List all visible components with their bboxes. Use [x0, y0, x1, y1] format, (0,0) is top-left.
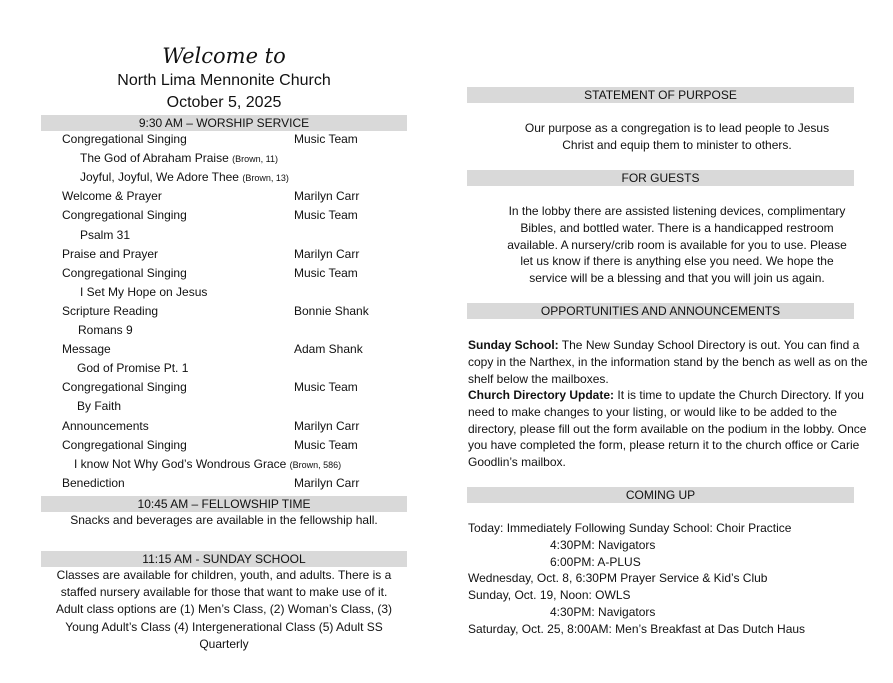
coming-up-item: Today: Immediately Following Sunday School: Choir Practice [468, 521, 792, 535]
worship-item [62, 208, 187, 222]
item-text: Praise and Prayer [62, 247, 159, 261]
worship-leader: Music Team [294, 208, 358, 222]
sunday-school-line: Adult class options are (1) Men’s Class, (2) Woman’s Class, (3) [55, 602, 393, 616]
announcement-directory [468, 387, 870, 471]
song-title [77, 361, 188, 375]
fellowship-heading: 10:45 AM – FELLOWSHIP TIME [41, 496, 407, 512]
purpose-line: Christ and equip them to minister to others. [562, 138, 792, 152]
guests-line: let us know if there is anything else you need. We hope the [520, 254, 834, 268]
song-title [80, 170, 289, 184]
announcement-title: Sunday School: [468, 338, 559, 352]
song-title [74, 457, 341, 471]
worship-item [62, 438, 187, 452]
item-text: Congregational Singing [62, 380, 187, 394]
item-text: Joyful, Joyful, We Adore Thee [80, 170, 239, 184]
worship-leader: Music Team [294, 266, 358, 280]
coming-up-heading: COMING UP [467, 487, 854, 503]
coming-up-item: Wednesday, Oct. 8, 6:30PM Prayer Service & Kid’s Club [468, 571, 768, 585]
announcement-body: It is time to update the Church Directory. If you need to make changes to your listing, or would like to be added to the directory, please fill out the form available on the podium in the lobby. Once you have completed the form, please return it to the church office or Carie Goodlin’s mailbox. [468, 388, 867, 470]
worship-leader: Music Team [294, 380, 358, 394]
service-date: October 5, 2025 [166, 94, 282, 111]
sunday-school-line: Classes are available for children, youth, and adults. There is a [56, 568, 392, 582]
worship-leader: Music Team [294, 438, 358, 452]
item-text: Message [62, 342, 111, 356]
item-text: Benediction [62, 476, 125, 490]
song-title [78, 323, 133, 337]
welcome-heading: Welcome to [162, 44, 286, 68]
worship-leader: Marilyn Carr [294, 247, 360, 261]
worship-item [62, 342, 111, 356]
item-text: Scripture Reading [62, 304, 159, 318]
worship-leader: Bonnie Shank [294, 304, 369, 318]
hymnal-reference: (Brown, 11) [232, 154, 278, 164]
item-text: Welcome & Prayer [62, 189, 162, 203]
item-text: The God of Abraham Praise [80, 151, 229, 165]
announcement-title: Church Directory Update: [468, 388, 615, 402]
worship-item [62, 380, 187, 394]
item-text: Congregational Singing [62, 132, 187, 146]
item-text: Congregational Singing [62, 208, 187, 222]
worship-item [62, 304, 158, 318]
item-text: Romans 9 [78, 323, 133, 337]
worship-leader: Marilyn Carr [294, 476, 360, 490]
sunday-school-line: staffed nursery available for those that want to make use of it. [60, 585, 388, 599]
worship-leader: Marilyn Carr [294, 419, 360, 433]
worship-service-heading: 9:30 AM – WORSHIP SERVICE [41, 115, 407, 131]
song-title [80, 151, 278, 165]
guests-line: Bibles, and bottled water. There is a handicapped restroom [520, 221, 834, 235]
item-text: Announcements [62, 419, 149, 433]
coming-up-item: Sunday, Oct. 19, Noon: OWLS [468, 588, 631, 602]
worship-leader: Marilyn Carr [294, 189, 360, 203]
guests-line: service will be a blessing and that you will join us again. [529, 271, 825, 285]
worship-leader: Adam Shank [294, 342, 363, 356]
worship-leader: Music Team [294, 132, 358, 146]
sunday-school-heading: 11:15 AM - SUNDAY SCHOOL [41, 551, 407, 567]
hymnal-reference: (Brown, 586) [289, 460, 342, 470]
fellowship-text: Snacks and beverages are available in the fellowship hall. [70, 513, 378, 527]
coming-up-item: 4:30PM: Navigators [550, 605, 656, 619]
worship-item [62, 266, 187, 280]
item-text: I know Not Why God’s Wondrous Grace [74, 457, 287, 471]
item-text: By Faith [77, 399, 122, 413]
opportunities-heading: OPPORTUNITIES AND ANNOUNCEMENTS [467, 303, 854, 319]
guests-line: In the lobby there are assisted listening devices, complimentary [508, 204, 846, 218]
item-text: God of Promise Pt. 1 [77, 361, 189, 375]
item-text: Congregational Singing [62, 438, 187, 452]
item-text: Congregational Singing [62, 266, 187, 280]
hymnal-reference: (Brown, 13) [242, 173, 289, 183]
announcement-sunday-school [468, 337, 870, 387]
worship-item [62, 132, 187, 146]
coming-up-item: Saturday, Oct. 25, 8:00AM: Men’s Breakfast at Das Dutch Haus [468, 622, 806, 636]
worship-item [62, 476, 125, 490]
worship-item [62, 189, 162, 203]
worship-item [62, 247, 158, 261]
song-title [77, 399, 121, 413]
song-title [80, 285, 207, 299]
guests-heading: FOR GUESTS [467, 170, 854, 186]
sunday-school-line: Quarterly [199, 637, 249, 651]
purpose-heading: STATEMENT OF PURPOSE [467, 87, 854, 103]
sunday-school-line: Young Adult’s Class (4) Intergenerational Class (5) Adult SS [65, 620, 383, 634]
coming-up-item: 4:30PM: Navigators [550, 538, 656, 552]
purpose-line: Our purpose as a congregation is to lead people to Jesus [524, 121, 830, 135]
item-text: Psalm 31 [80, 228, 131, 242]
guests-line: available. A nursery/crib room is available for you to use. Please [507, 238, 847, 252]
worship-item [62, 419, 149, 433]
item-text: I Set My Hope on Jesus [80, 285, 208, 299]
coming-up-item: 6:00PM: A-PLUS [550, 555, 641, 569]
announcement-body: The New Sunday School Directory is out. You can find a copy in the Narthex, in the information stand by the bench as well as on the shelf below the mailboxes. [468, 338, 868, 386]
church-name: North Lima Mennonite Church [117, 72, 331, 89]
song-title [80, 228, 130, 242]
